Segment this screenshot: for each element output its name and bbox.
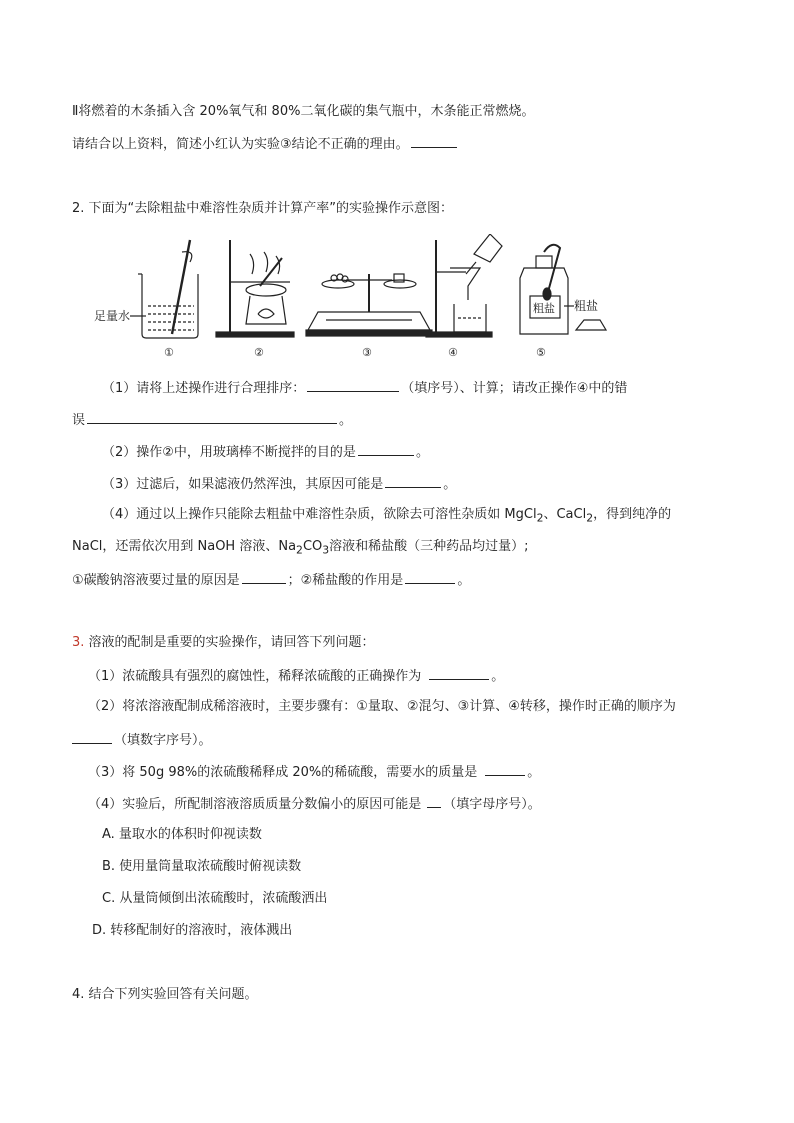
option-d[interactable]: D. 转移配制好的溶液时，液体溅出 (92, 923, 293, 938)
q2-part-4-cont (72, 539, 529, 559)
answer-blank[interactable] (385, 475, 441, 488)
balance-icon (306, 274, 432, 336)
text: （4）实验后，所配制溶液溶质质量分数偏小的原因可能是 (88, 797, 422, 812)
step-number-4: ④ (448, 346, 458, 359)
q2-part-3 (102, 475, 456, 493)
q2-part-4-questions (72, 571, 470, 589)
question-number: 3. (72, 635, 85, 650)
answer-blank[interactable] (307, 379, 399, 392)
text: 。 (527, 765, 541, 780)
answer-blank[interactable] (411, 135, 457, 148)
text: ；②稀盐酸的作用是 (287, 573, 404, 588)
text: 溶液和稀盐酸（三种药品均过量）; (329, 539, 529, 554)
text: （填字母序号）。 (443, 797, 541, 812)
line-material-2: Ⅱ将燃着的木条插入含 20%氧气和 80%二氧化碳的集气瓶中，木条能正常燃烧。 (72, 104, 535, 119)
answer-blank[interactable] (429, 667, 489, 680)
option-b[interactable]: B. 使用量筒量取浓硫酸时俯视读数 (102, 859, 302, 874)
text: （1）浓硫酸具有强烈的腐蚀性，稀释浓硫酸的正确操作为 (88, 669, 422, 684)
question-4-title: 4. 结合下列实验回答有关问题。 (72, 987, 258, 1002)
step-number-1: ① (164, 346, 174, 359)
beaker-dissolve-icon (130, 240, 198, 338)
text: 误 (72, 413, 86, 428)
text: 。 (457, 573, 471, 588)
text: （3）将 50g 98%的浓硫酸稀释成 20%的稀硫酸，需要水的质量是 (88, 765, 478, 780)
answer-blank[interactable] (242, 571, 286, 584)
q2-part-4 (102, 507, 671, 527)
subscript: 2 (296, 543, 303, 557)
label-water: 足量水 (94, 309, 131, 323)
salt-jar-icon (520, 245, 606, 334)
experiment-figure (90, 234, 620, 364)
question-2-title: 2. 下面为“去除粗盐中难溶性杂质并计算产率”的实验操作示意图： (72, 201, 454, 216)
text: 请结合以上资料，简述小红认为实验③结论不正确的理由。 (72, 137, 409, 152)
step-number-2: ② (254, 346, 264, 359)
text: （1）请将上述操作进行合理排序： (102, 381, 306, 396)
question-3-title (72, 635, 375, 651)
subscript: 2 (586, 511, 594, 525)
text: CO (302, 539, 323, 554)
step-number-3: ③ (362, 346, 372, 359)
answer-blank[interactable] (72, 731, 112, 744)
text: （填序号）、计算；请改正操作④中的错 (401, 381, 628, 396)
text: NaCl，还需依次用到 NaOH 溶液、Na (72, 539, 297, 554)
answer-blank[interactable] (485, 763, 525, 776)
text: （3）过滤后，如果滤液仍然浑浊，其原因可能是 (102, 477, 384, 492)
q2-part-1-cont (72, 411, 352, 429)
option-c[interactable]: C. 从量筒倾倒出浓硫酸时，浓硫酸洒出 (102, 891, 328, 906)
subscript: 3 (322, 543, 330, 557)
q3-part-1 (88, 667, 504, 685)
subscript: 2 (536, 511, 544, 525)
line-question-reason (72, 135, 459, 153)
label-crude-salt-jar: 粗盐 (533, 302, 555, 315)
filtration-icon (426, 234, 502, 337)
answer-blank[interactable] (87, 411, 337, 424)
text: ①碳酸钠溶液要过量的原因是 (72, 573, 240, 588)
q2-part-1 (102, 379, 627, 397)
text: 溶液的配制是重要的实验操作，请回答下列问题： (84, 635, 375, 650)
answer-blank[interactable] (427, 795, 441, 808)
answer-blank[interactable] (358, 443, 414, 456)
text: 、CaCl (543, 507, 587, 522)
option-a[interactable]: A. 量取水的体积时仰视读数 (102, 827, 262, 842)
q3-part-2-cont (72, 731, 212, 749)
q3-part-3 (88, 763, 540, 781)
text: （填数字序号）。 (114, 733, 212, 748)
q2-part-2 (102, 443, 429, 461)
text: ，得到纯净的 (593, 507, 672, 522)
text: 。 (415, 445, 429, 460)
label-crude-salt: 粗盐 (574, 299, 599, 313)
q3-part-4 (88, 795, 541, 813)
text: 。 (491, 669, 505, 684)
text: 。 (443, 477, 457, 492)
q3-part-2: （2）将浓溶液配制成稀溶液时，主要步骤有：①量取、②混匀、③计算、④转移，操作时正确的顺序为 (88, 699, 676, 714)
evaporation-icon (216, 240, 294, 337)
text: （4）通过以上操作只能除去粗盐中难溶性杂质，欲除去可溶性杂质如 MgCl (102, 507, 537, 522)
text: （2）操作②中，用玻璃棒不断搅拌的目的是 (102, 445, 356, 460)
text: 。 (339, 413, 353, 428)
answer-blank[interactable] (405, 571, 455, 584)
step-number-5: ⑤ (536, 346, 546, 359)
